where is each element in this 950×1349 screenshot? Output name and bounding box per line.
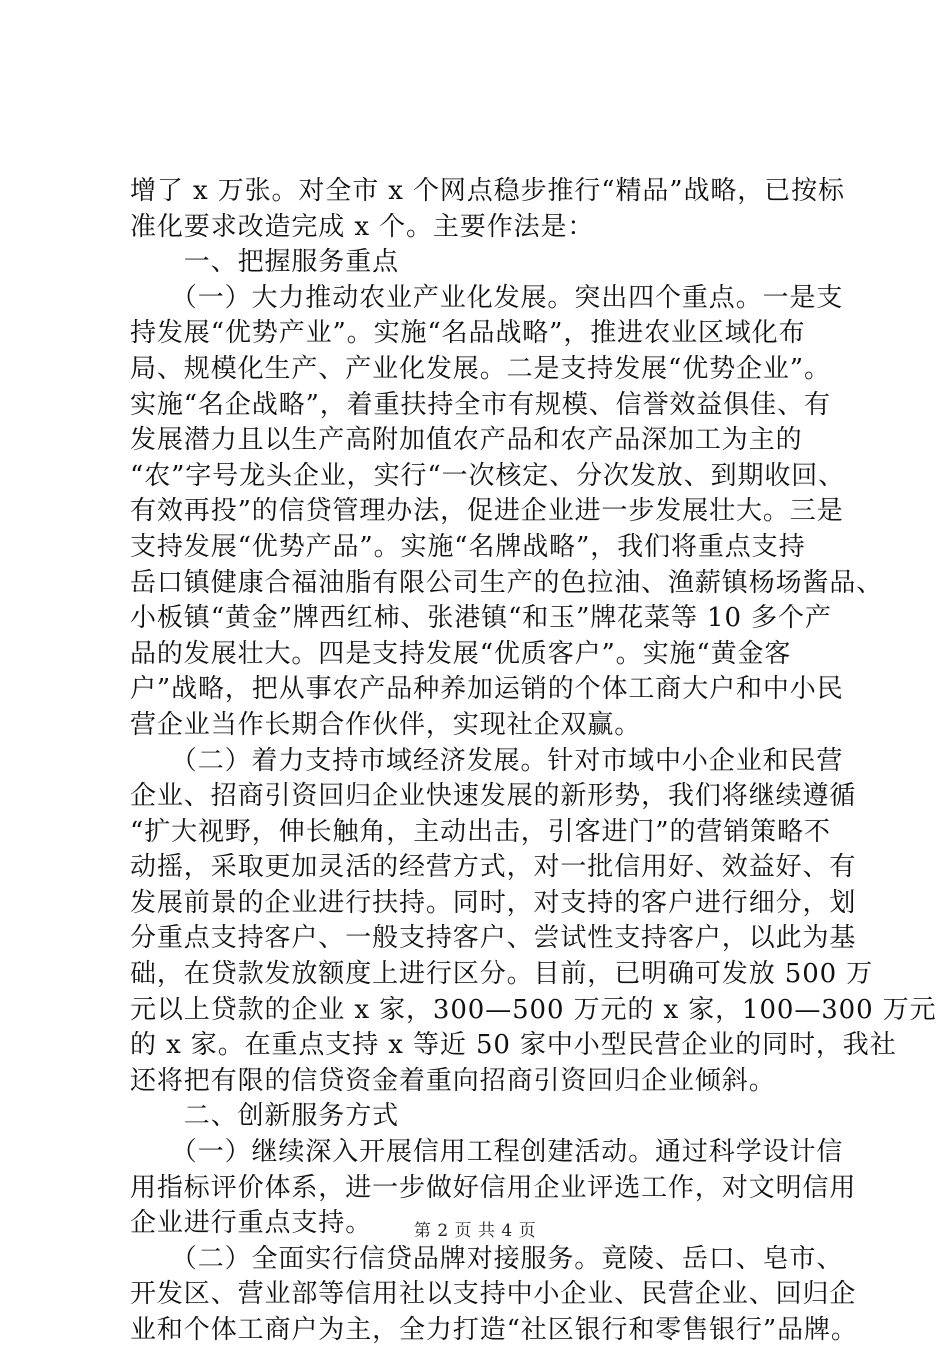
text-line: 营企业当作长期合作伙伴，实现社企双赢。 (130, 709, 642, 740)
text-line: 企业进行重点支持。 (130, 1208, 373, 1239)
page-number-footer: 第 2 页 共 4 页 (413, 1221, 537, 1241)
text-line: 业和个体工商户为主，全力打造“社区银行和零售银行”品牌。 (130, 1315, 858, 1345)
text-line: 品的发展壮大。四是支持发展“优质客户”。实施“黄金客 (130, 638, 792, 669)
text-line: （一）继续深入开展信用工程创建活动。通过科学设计信 (130, 1137, 844, 1168)
text-line: 户”战略，把从事农产品种养加运销的个体工商大户和中小民 (130, 674, 844, 705)
text-line: “农”字号龙头企业，实行“一次核定、分次发放、到期收回、 (130, 460, 846, 491)
text-line: 小板镇“黄金”牌西红柿、张港镇“和玉”牌花菜等 10 多个产 (130, 603, 832, 634)
text-line: 分重点支持客户、一般支持客户、尝试性支持客户，以此为基 (130, 923, 857, 954)
text-line: （二）全面实行信贷品牌对接服务。竟陵、岳口、皂市、 (130, 1243, 844, 1274)
text-line: 动摇，采取更加灵活的经营方式，对一批信用好、效益好、有 (130, 852, 857, 883)
text-line: “扩大视野，伸长触角，主动出击，引客进门”的营销策略不 (130, 816, 831, 847)
section-heading: 二、创新服务方式 (130, 1101, 400, 1132)
text-line: 岳口镇健康合福油脂有限公司生产的色拉油、渔薪镇杨场酱品、 (130, 567, 884, 598)
text-line: 还将把有限的信贷资金着重向招商引资回归企业倾斜。 (130, 1065, 776, 1096)
text-line: 开发区、营业部等信用社以支持中小企业、民营企业、回归企 (130, 1279, 857, 1310)
text-line: 元以上贷款的企业 x 家，300—500 万元的 x 家，100—300 万元 (130, 994, 937, 1025)
text-line: 增了 x 万张。对全市 x 个网点稳步推行“精品”战略，已按标 (130, 176, 845, 206)
text-line: 支持发展“优势产品”。实施“名牌战略”，我们将重点支持 (130, 531, 806, 562)
text-line: 企业、招商引资回归企业快速发展的新形势，我们将继续遵循 (130, 781, 857, 812)
text-line: 发展潜力且以生产高附加值农产品和农产品深加工为主的 (130, 425, 803, 456)
text-line: （二）着力支持市域经济发展。针对市域中小企业和民营 (130, 745, 844, 776)
text-line: 准化要求改造完成 x 个。主要作法是： (130, 211, 595, 242)
text-line: （一）大力推动农业产业化发展。突出四个重点。一是支 (130, 282, 844, 313)
text-line: 发展前景的企业进行扶持。同时，对支持的客户进行细分，划 (130, 887, 857, 918)
text-line: 的 x 家。在重点支持 x 等近 50 家中小型民营企业的同时，我社 (130, 1030, 897, 1061)
text-line: 实施“名企战略”，着重扶持全市有规模、信誉效益俱佳、有 (130, 389, 831, 420)
text-line: 有效再投”的信贷管理办法，促进企业进一步发展壮大。三是 (130, 496, 844, 527)
section-heading: 一、把握服务重点 (130, 247, 400, 278)
text-line: 础，在贷款发放额度上进行区分。目前，已明确可发放 500 万 (130, 959, 874, 990)
text-line: 用指标评价体系，进一步做好信用企业评选工作，对文明信用 (130, 1172, 857, 1203)
text-line: 局、规模化生产、产业化发展。二是支持发展“优势企业”。 (130, 353, 831, 384)
document-body (130, 174, 937, 1349)
text-line: 持发展“优势产业”。实施“名品战略”，推进农业区域化布 (130, 318, 806, 349)
